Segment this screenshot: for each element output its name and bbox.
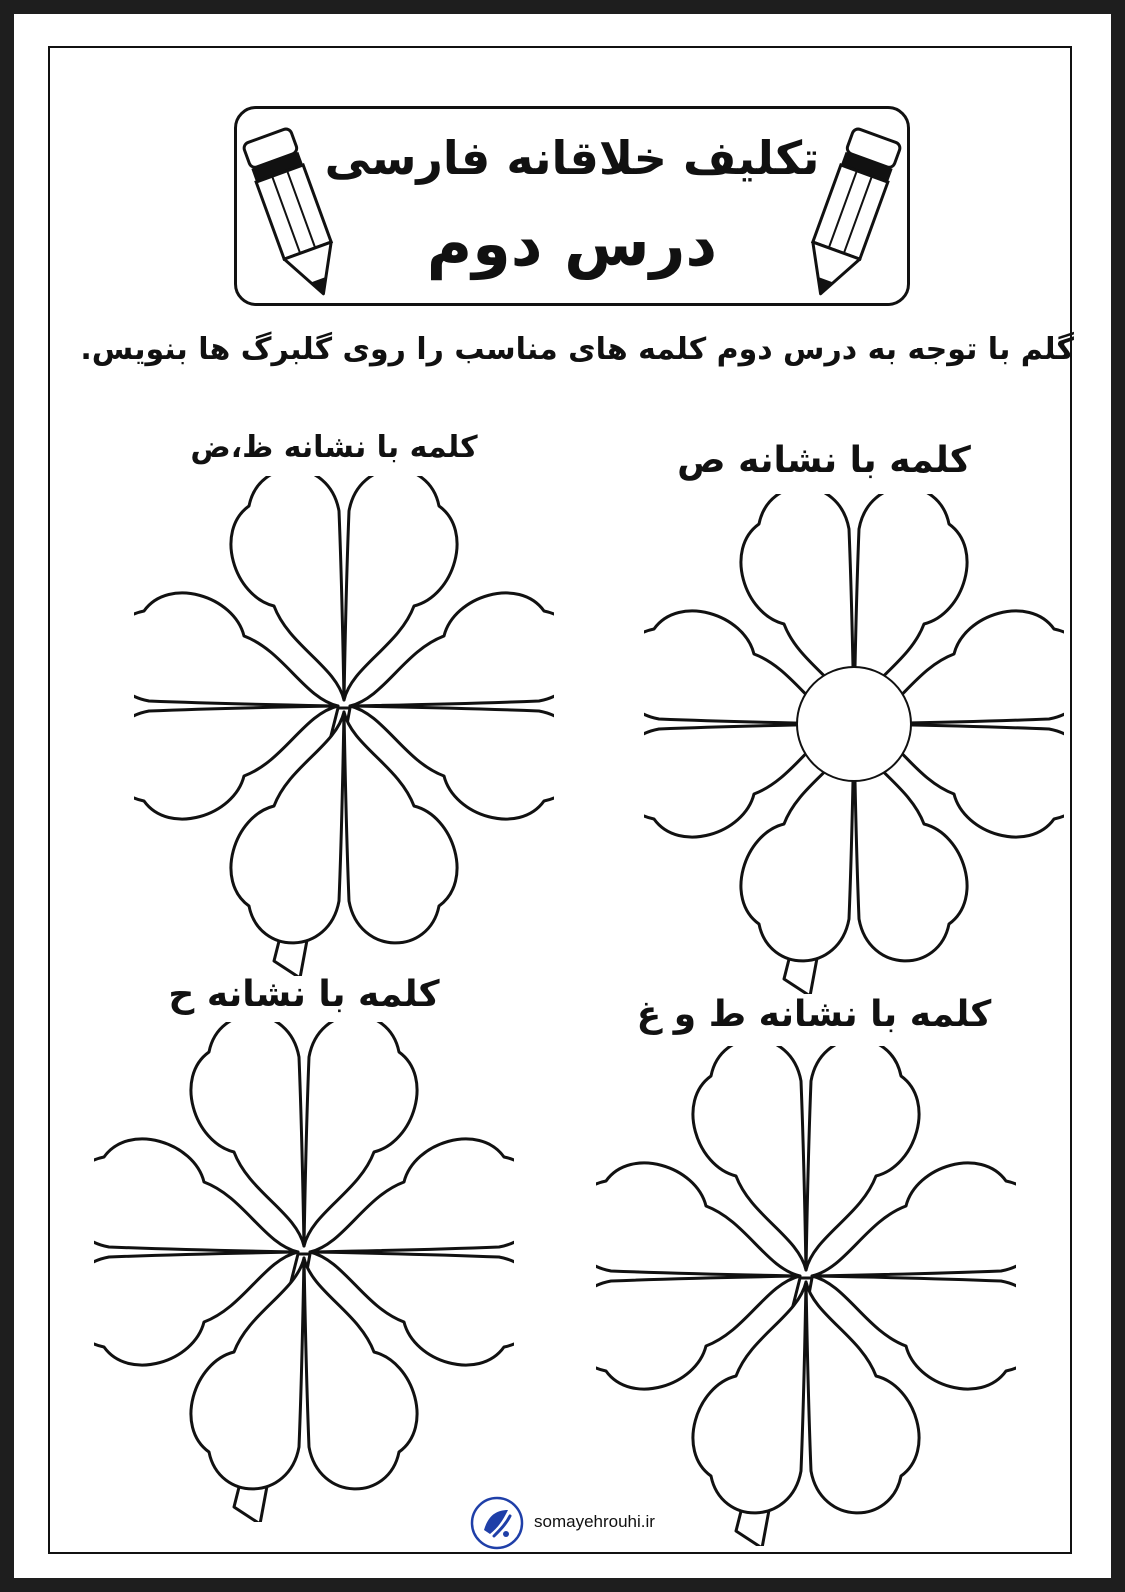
clover-za-zad: [134, 476, 554, 976]
worksheet-page: [14, 14, 1111, 1578]
brand-logo-icon: [470, 1496, 524, 1550]
clover-center-circle: [797, 667, 911, 781]
clover-sad: [644, 494, 1064, 994]
worksheet-title: تکلیف خلاقانه فارسی: [324, 131, 820, 185]
title-box: [234, 106, 910, 306]
clover-label-sad: کلمه با نشانه ص: [677, 440, 971, 481]
website-url[interactable]: somayehrouhi.ir: [534, 1512, 655, 1531]
clover-he: [94, 1022, 514, 1522]
clover-label-ta-ghain: کلمه با نشانه ط و غ: [636, 994, 992, 1035]
pencil-icon: [795, 123, 905, 303]
clover-label-he: کلمه با نشانه ح: [168, 974, 440, 1015]
instruction-text: گلم با توجه به درس دوم کلمه های مناسب را روی گلبرگ ها بنویس.: [80, 332, 1074, 367]
lesson-title: درس دوم: [426, 207, 718, 280]
clover-ta-ghain: [596, 1046, 1016, 1546]
footer: [470, 1496, 690, 1556]
clover-label-za-zad: کلمه با نشانه ظ،ض: [190, 430, 478, 465]
